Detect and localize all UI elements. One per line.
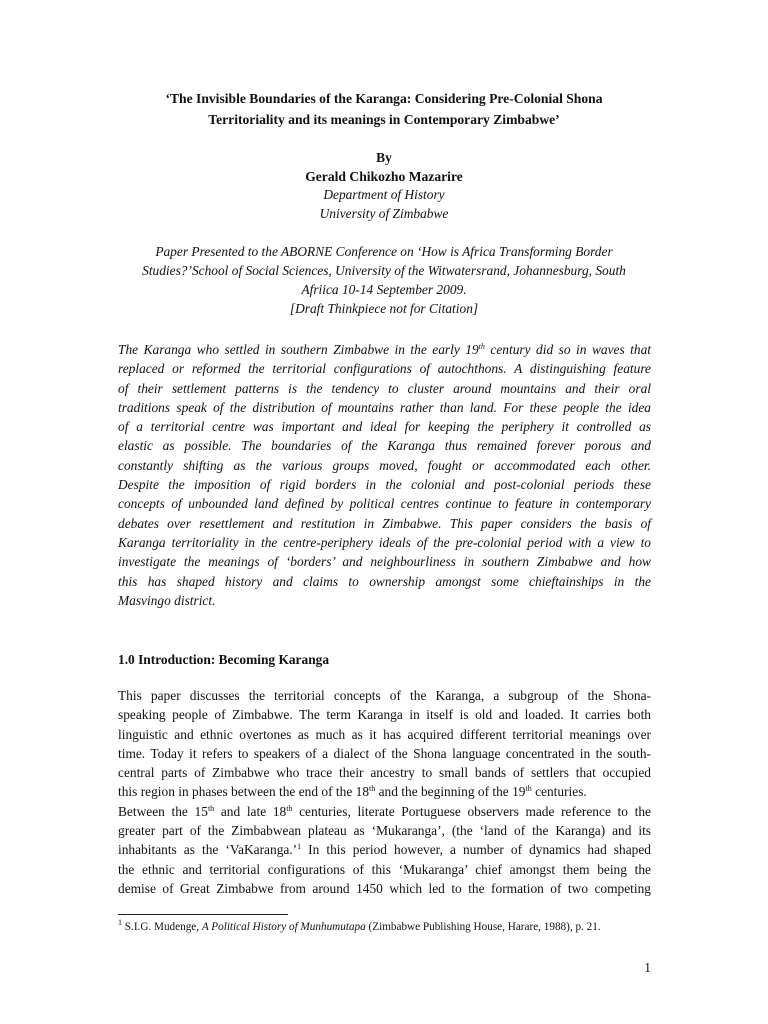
conference-note — [118, 242, 650, 318]
cited-book-title: A Political History of Munhumutapa — [201, 921, 366, 933]
body-line: the ethnic and territorial configurations of this ‘Mukaranga’ chief amongst them being the — [118, 861, 651, 877]
author-name: Gerald Chikozho Mazarire — [305, 169, 463, 184]
abstract-line: constantly shifting as the various groups moved, fought or accommodated each other. — [118, 457, 651, 473]
conference-line: [Draft Thinkpiece not for Citation] — [289, 301, 479, 316]
abstract-line: of their settlement patterns is the tendency to cluster around mountains and their oral — [118, 380, 651, 396]
abstract-line: replaced or reformed the territorial configurations of autochthons. A distinguishing feature — [118, 361, 651, 377]
body-line: demise of Great Zimbabwe from around 1450 which led to the formation of two competing — [118, 880, 651, 896]
introduction-paragraph — [118, 686, 651, 898]
body-line: time. Today it refers to speakers of a dialect of the Shona language concentrated in the south- — [118, 745, 651, 761]
footnote-separator — [118, 914, 288, 915]
abstract-line: traditions speak of the distribution of mountains rather than land. For these people the idea — [118, 399, 651, 415]
conference-line: Paper Presented to the ABORNE Conference on ‘How is Africa Transforming Border — [155, 244, 613, 259]
footnote-marker: 1 — [118, 918, 122, 927]
paper-title — [118, 88, 650, 130]
footnote-reference: 1 — [297, 842, 302, 852]
body-line: This paper discusses the territorial concepts of the Karanga, a subgroup of the Shona- — [118, 688, 651, 703]
abstract-line: investigate the meanings of ‘borders’ and neighbourliness in southern Zimbabwe and how — [118, 554, 651, 570]
body-line: linguistic and ethnic overtones as much as it has acquired different territorial meanings over — [118, 726, 651, 742]
abstract-line: this has shaped history and claims to ownership amongst some chieftainships in the — [118, 573, 651, 589]
page-number: 1 — [644, 960, 651, 975]
conference-line: Afriica 10-14 September 2009. — [301, 282, 467, 297]
body-line: greater part of the Zimbabwean plateau as ‘Mukaranga’, (the ‘land of the Karanga) and its — [118, 823, 651, 839]
body-line: speaking people of Zimbabwe. The term Karanga in itself is old and loaded. It carries both — [118, 707, 651, 723]
title-line: Territoriality and its meanings in Contemporary Zimbabwe’ — [208, 112, 560, 127]
author-department: Department of History — [323, 187, 445, 202]
footnote: $^1$ S.I.G. Mudenge, A Political History of Munhumutapa (Zimbabwe Publishing House, Harare, 1988), p. 21. — [118, 918, 601, 933]
abstract-line: The Karanga who settled in southern Zimbabwe in the early 19th century did so in waves that — [118, 342, 652, 357]
body-line: Between the 15th and late 18th centuries, literate Portuguese observers made reference to the — [118, 803, 651, 819]
title-line: ‘The Invisible Boundaries of the Karanga: Considering Pre-Colonial Shona — [165, 91, 603, 106]
body-line: this region in phases between the end of the 18th and the beginning of the 19th centuries. — [118, 784, 587, 800]
body-line: central parts of Zimbabwe who trace their ancestry to small bands of settlers that occupied — [118, 765, 651, 781]
body-line: inhabitants as the ‘VaKaranga.’$^1$ In this period however, a number of dynamics had shaped — [118, 842, 651, 858]
abstract-line: debates over resettlement and restitution in Zimbabwe. This paper considers the basis of — [118, 515, 651, 531]
abstract-line: Despite the imposition of rigid borders in the colonial and post-colonial periods these — [118, 477, 651, 493]
section-heading: 1.0 Introduction: Becoming Karanga — [118, 652, 330, 667]
abstract-line: Karanga territoriality in the centre-periphery ideals of the pre-colonial period with a view to — [118, 534, 651, 550]
abstract-line: of a territorial centre was important and ideal for keeping the periphery it controlled as — [118, 419, 651, 435]
abstract-line: Masvingo district. — [118, 592, 216, 608]
abstract-line: concepts of unbounded land defined by political centres continue to feature in contemporary — [118, 496, 651, 512]
author-university: University of Zimbabwe — [319, 206, 449, 221]
abstract — [118, 340, 651, 610]
abstract-line: elastic as possible. The boundaries of the Karanga thus remained forever porous and — [118, 438, 651, 454]
conference-line: Studies?’School of Social Sciences, University of the Witwatersrand, Johannesburg, South — [142, 263, 626, 278]
by-label: By — [376, 150, 392, 165]
